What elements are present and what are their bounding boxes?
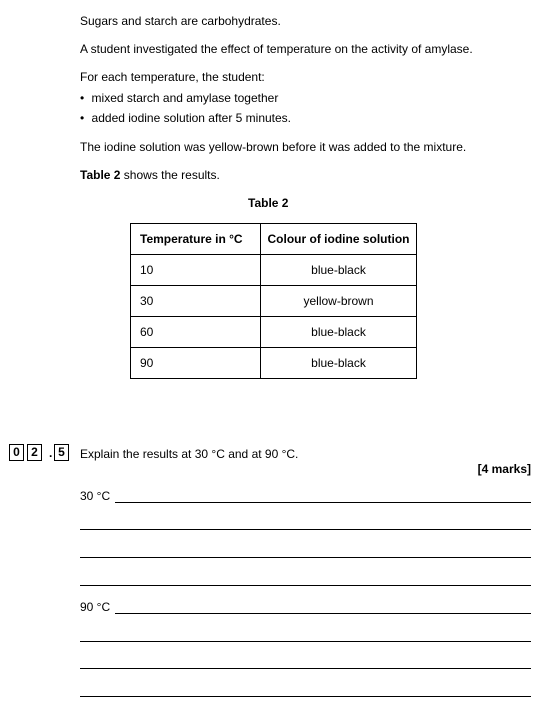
answer-line[interactable] (80, 585, 531, 586)
intro-line-investigation: A student investigated the effect of temperature on the activity of amylase. (80, 42, 473, 56)
table-reference-bold: Table 2 (80, 168, 121, 182)
answer-line[interactable] (80, 668, 531, 669)
bullet-item (80, 111, 291, 125)
bullet-text: mixed starch and amylase together (91, 91, 279, 105)
table-cell-colour: yellow-brown (261, 286, 417, 317)
question-number-separator: . (49, 446, 53, 460)
table-cell-colour: blue-black (261, 255, 417, 286)
table-cell-colour: blue-black (261, 348, 417, 379)
intro-line-method-lead: For each temperature, the student: (80, 70, 265, 84)
intro-line-carbohydrates: Sugars and starch are carbohydrates. (80, 14, 281, 28)
question-number-digit: 2 (27, 444, 42, 461)
column-header-temperature: Temperature in °C (131, 224, 261, 255)
table-cell-temperature: 30 (131, 286, 261, 317)
table-cell-temperature: 60 (131, 317, 261, 348)
table-reference (80, 168, 220, 182)
bullet-item (80, 91, 278, 105)
answer-label-90: 90 °C (80, 600, 111, 614)
bullet-icon: • (80, 111, 85, 125)
table-row (131, 317, 417, 348)
answer-line[interactable] (80, 529, 531, 530)
table-row (131, 286, 417, 317)
question-number-digit: 0 (9, 444, 24, 461)
results-table (130, 223, 417, 379)
table-cell-temperature: 90 (131, 348, 261, 379)
table-row (131, 255, 417, 286)
answer-line[interactable] (80, 557, 531, 558)
answer-line[interactable] (80, 696, 531, 697)
table-reference-text: shows the results. (120, 168, 220, 182)
table-caption: Table 2 (248, 196, 289, 210)
answer-line[interactable] (80, 641, 531, 642)
table-cell-colour: blue-black (261, 317, 417, 348)
answer-line[interactable] (115, 502, 531, 503)
table-cell-temperature: 10 (131, 255, 261, 286)
table-header-row (131, 224, 417, 255)
intro-line-iodine: The iodine solution was yellow-brown before it was added to the mixture. (80, 140, 467, 154)
table-row (131, 348, 417, 379)
answer-line[interactable] (115, 613, 531, 614)
column-header-colour: Colour of iodine solution (261, 224, 417, 255)
bullet-text: added iodine solution after 5 minutes. (91, 111, 292, 125)
answer-label-30: 30 °C (80, 489, 111, 503)
bullet-icon: • (80, 91, 85, 105)
question-text: Explain the results at 30 °C and at 90 °C. (80, 447, 299, 461)
marks-label: [4 marks] (477, 462, 531, 476)
question-number-digit: 5 (54, 444, 69, 461)
